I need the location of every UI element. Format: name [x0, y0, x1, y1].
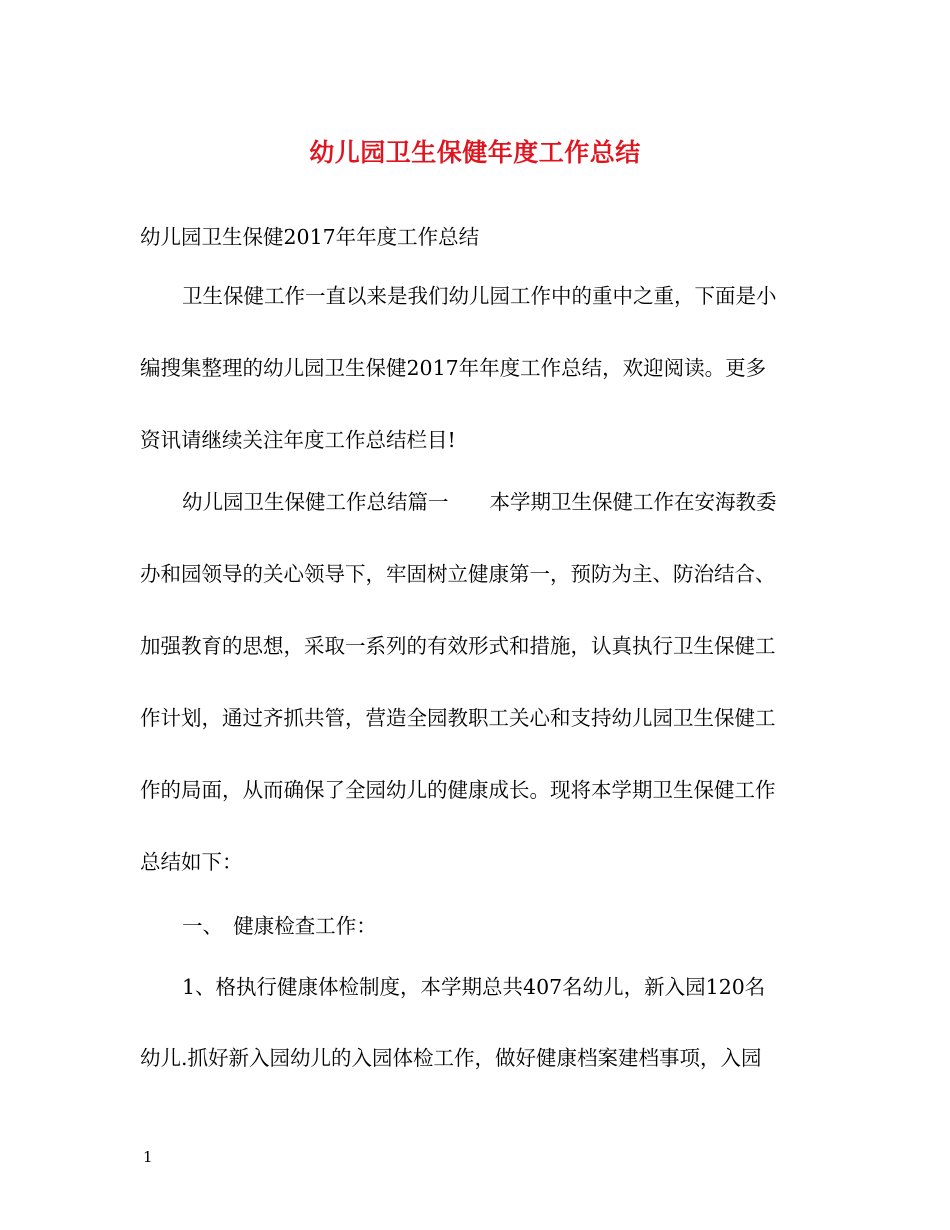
paragraph-line: 幼儿园卫生保健工作总结篇一 本学期卫生保健工作在安海教委 [182, 490, 777, 514]
paragraph-line: 加强教育的思想，采取一系列的有效形式和措施，认真执行卫生保健工 [140, 634, 776, 658]
paragraph-line: 幼儿.抓好新入园幼儿的入园体检工作，做好健康档案建档事项，入园 [140, 1046, 762, 1070]
paragraph-line: 资讯请继续关注年度工作总结栏目! [140, 428, 456, 452]
paragraph-line: 办和园领导的关心领导下，牢固树立健康第一，预防为主、防治结合、 [140, 562, 776, 586]
paragraph-line: 总结如下： [140, 850, 243, 874]
section-heading: 一、 健康检查工作： [182, 914, 377, 938]
document-subtitle: 幼儿园卫生保健2017年年度工作总结 [140, 225, 480, 249]
paragraph-line: 卫生保健工作一直以来是我们幼儿园工作中的重中之重，下面是小 [182, 284, 777, 308]
paragraph-line: 作的局面，从而确保了全园幼儿的健康成长。现将本学期卫生保健工作 [140, 778, 776, 802]
document-title: 幼儿园卫生保健年度工作总结 [309, 138, 641, 167]
page-number: 1 [143, 1148, 153, 1166]
paragraph-line: 编搜集整理的幼儿园卫生保健2017年年度工作总结，欢迎阅读。更多 [140, 356, 767, 380]
paragraph-line: 作计划，通过齐抓共管，营造全园教职工关心和支持幼儿园卫生保健工 [140, 706, 776, 730]
paragraph-line: 1、格执行健康体检制度，本学期总共407名幼儿，新入园120名 [182, 975, 766, 999]
